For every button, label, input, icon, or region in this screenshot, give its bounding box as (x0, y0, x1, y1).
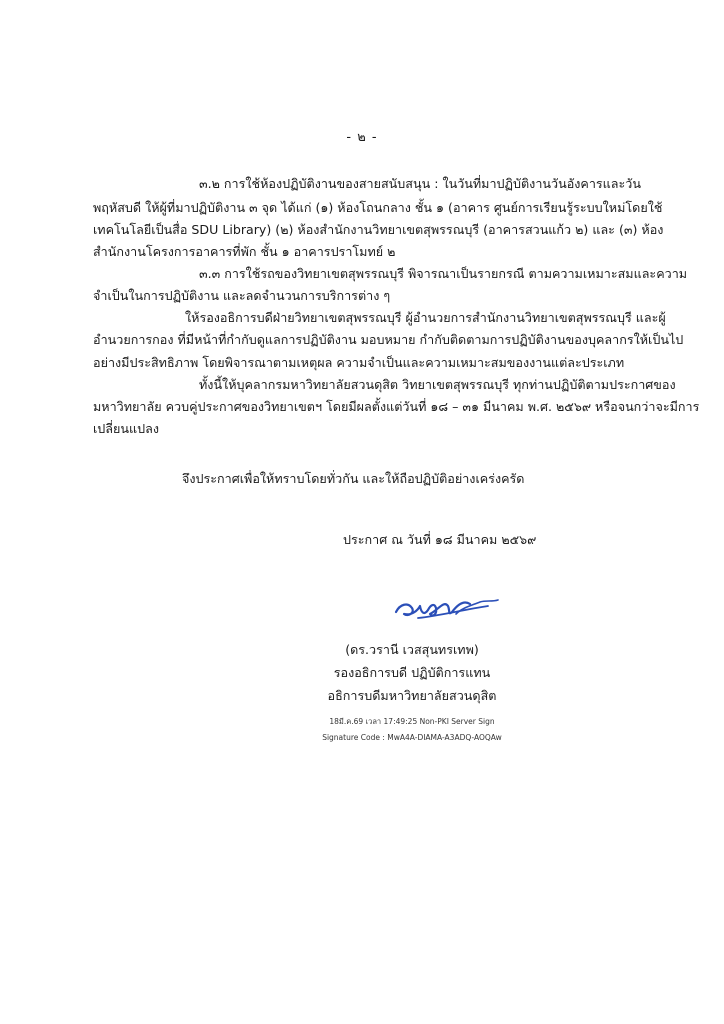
announcement-date: ประกาศ ณ วันที่ ๑๘ มีนาคม ๒๕๖๙ (343, 532, 537, 547)
para-3-2-line-1: ๓.๒ การใช้ห้องปฏิบัติงานของสายสนับสนุน : ในวันที่มาปฏิบัติงานวันอังคารและวัน (199, 176, 641, 191)
handwritten-signature (390, 590, 510, 630)
assignment-line-1: ให้รองอธิการบดีฝ่ายวิทยาเขตสุพรรณบุรี ผู้อำนวยการสำนักงานวิทยาเขตสุพรรณบุรี และผู้ (185, 310, 666, 325)
sign-timestamp: 18มี.ค.69 เวลา 17:49:25 Non-PKI Server Sign (329, 717, 495, 726)
page-number: - ๒ - (346, 130, 378, 145)
para-3-3-line-2: จำเป็นในการปฏิบัติงาน และลดจำนวนการบริการต่าง ๆ (93, 288, 391, 303)
para-3-2-line-3: เทคโนโลยีเป็นสื่อ SDU Library) (๒) ห้องสำนักงานวิทยาเขตสุพรรณบุรี (อาคารสวนแก้ว ๒) และ (๓) ห้อง (93, 222, 664, 237)
closing-statement: จึงประกาศเพื่อให้ทราบโดยทั่วกัน และให้ถือปฏิบัติอย่างเคร่งครัด (182, 471, 525, 486)
para-3-2-line-2: พฤหัสบดี ให้ผู้ที่มาปฏิบัติงาน ๓ จุด ได้แก่ (๑) ห้องโถนกลาง ชั้น ๑ (อาคาร ศูนย์การเรียนรู้ระบบใหม่โดยใช้ (93, 200, 663, 215)
signature-code: Signature Code : MwA4A-DIAMA-A3ADQ-AOQAw (322, 733, 502, 742)
para-3-2-line-4: สำนักงานโครงการอาคารที่พัก ชั้น ๑ อาคารปราโมทย์ ๒ (93, 244, 396, 259)
signatory-name: (ดร.วรานี เวสสุนทรเทพ) (345, 642, 479, 657)
para-3-3-line-1: ๓.๓ การใช้รถของวิทยาเขตสุพรรณบุรี พิจารณาเป็นรายกรณี ตามความเหมาะสมและความ (199, 266, 688, 281)
assignment-line-3: อย่างมีประสิทธิภาพ โดยพิจารณาตามเหตุผล ความจำเป็นและความเหมาะสมของงานแต่ละประเภท (93, 355, 625, 370)
assignment-line-2: อำนวยการกอง ที่มีหน้าที่กำกับดูแลการปฏิบัติงาน มอบหมาย กำกับติดตามการปฏิบัติงานของบุคลากรให้เป็นไป (93, 332, 684, 347)
effective-line-3: เปลี่ยนแปลง (93, 421, 159, 436)
effective-line-1: ทั้งนี้ให้บุคลากรมหาวิทยาลัยสวนดุสิต วิทยาเขตสุพรรณบุรี ทุกท่านปฏิบัติตามประกาศของ (199, 377, 676, 392)
signatory-position-1: รองอธิการบดี ปฏิบัติการแทน (333, 665, 491, 680)
signatory-position-2: อธิการบดีมหาวิทยาลัยสวนดุสิต (327, 688, 497, 703)
effective-line-2: มหาวิทยาลัย ควบคู่ประกาศของวิทยาเขตฯ โดยมีผลตั้งแต่วันที่ ๑๘ – ๓๑ มีนาคม พ.ศ. ๒๕๖๙ หรือจนกว่าจะมีการ (93, 399, 700, 414)
